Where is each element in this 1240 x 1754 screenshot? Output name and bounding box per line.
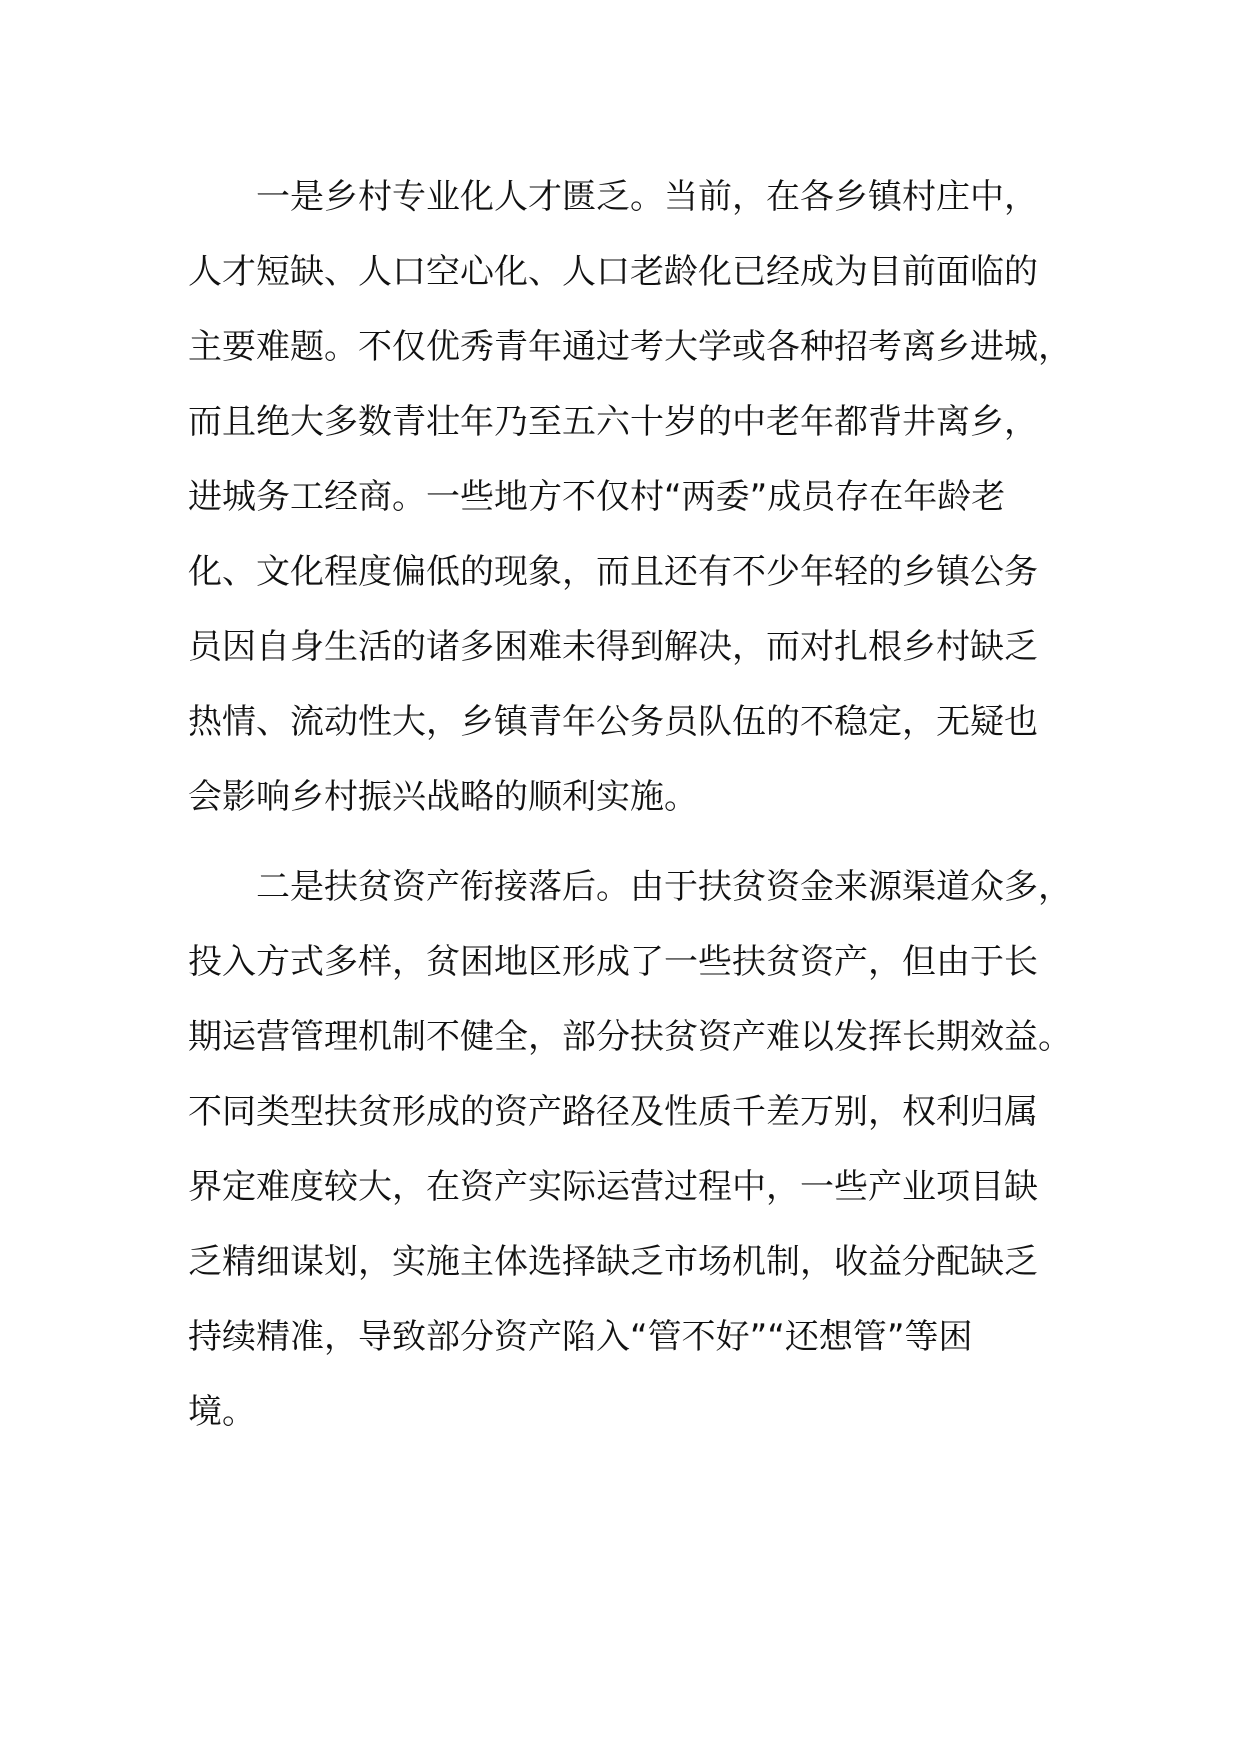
paragraph-line: 二是扶贫资产衔接落后。由于扶贫资金来源渠道众多， [256, 867, 1072, 907]
paragraph-line: 人才短缺、人口空心化、人口老龄化已经成为目前面临的 [188, 252, 1038, 292]
paragraph-line: 化、文化程度偏低的现象，而且还有不少年轻的乡镇公务 [188, 552, 1038, 592]
paragraph-line: 主要难题。不仅优秀青年通过考大学或各种招考离乡进城， [188, 327, 1072, 367]
paragraph-line: 界定难度较大，在资产实际运营过程中，一些产业项目缺 [188, 1167, 1038, 1207]
paragraph-line: 不同类型扶贫形成的资产路径及性质千差万别，权利归属 [188, 1092, 1038, 1132]
paragraph-line: 员因自身生活的诸多困难未得到解决，而对扎根乡村缺乏 [188, 627, 1038, 667]
paragraph-line: 会影响乡村振兴战略的顺利实施。 [188, 777, 698, 817]
paragraph-line: 乏精细谋划，实施主体选择缺乏市场机制，收益分配缺乏 [188, 1242, 1038, 1282]
paragraph-line: 进城务工经商。一些地方不仅村“两委”成员存在年龄老 [188, 477, 1006, 517]
paragraph-line: 期运营管理机制不健全，部分扶贫资产难以发挥长期效益。 [188, 1017, 1072, 1057]
paragraph-line: 而且绝大多数青壮年乃至五六十岁的中老年都背井离乡， [188, 402, 1038, 442]
paragraph-poverty-assets [188, 850, 1072, 1450]
paragraph-line: 投入方式多样，贫困地区形成了一些扶贫资产，但由于长 [188, 942, 1038, 982]
paragraph-line: 境。 [188, 1392, 256, 1432]
paragraph-talent-shortage [188, 160, 1072, 835]
paragraph-line: 一是乡村专业化人才匮乏。当前，在各乡镇村庄中， [256, 177, 1038, 217]
paragraph-line: 热情、流动性大，乡镇青年公务员队伍的不稳定，无疑也 [188, 702, 1038, 742]
paragraph-line: 持续精准，导致部分资产陷入“管不好”“还想管”等困 [188, 1317, 973, 1357]
